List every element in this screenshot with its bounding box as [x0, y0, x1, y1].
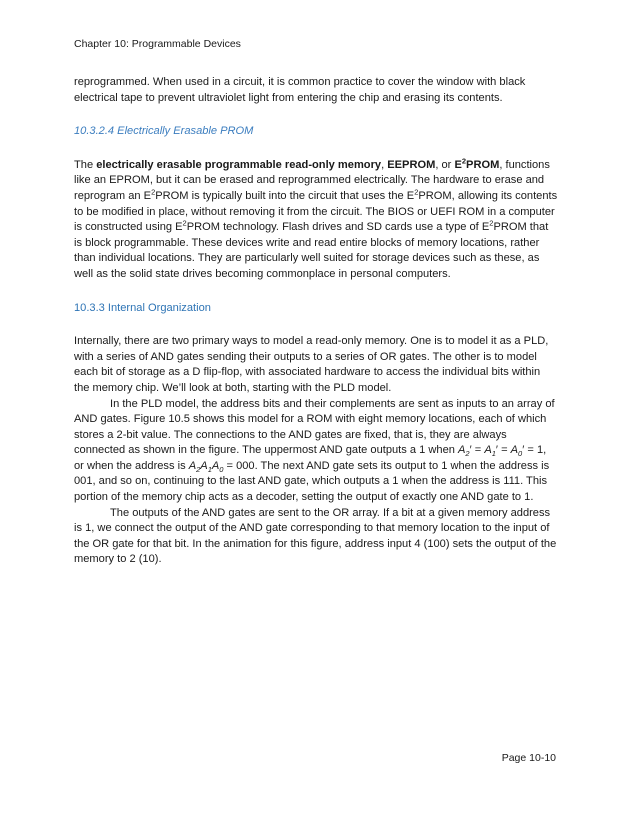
section-heading-internal-organization: 10.3.3 Internal Organization — [74, 301, 211, 314]
section-heading-eeprom: 10.3.2.4 Electrically Erasable PROM — [74, 125, 254, 138]
internal-org-paragraph-1: Internally, there are two primary ways to model a read-only memory. One is to model it as a PLD, with a series of AND gates sending their outputs to a series of OR gates. The other is to model each bit of storage as a D flip-flop, with associated hardware to access the individual bits within the memory chip. We’ll look at both, starting with the PLD model. — [74, 335, 549, 394]
internal-org-paragraph-2: In the PLD model, the address bits and their complements are sent as inputs to an array of AND gates. Figure 10.5 shows this model for a ROM with eight memory locations, each of which stores a 2-bit value. The connections to the AND gates are fixed, that is, they are always connected as shown in the figure. The uppermost AND gate outputs a 1 when $A_2' = A_1' = A_0' = 1$, or when the address is $A_2A_1A_0 = 000$. The next AND gate sets its output to 1 when the address is 001, and so on, continuing to the last AND gate, which outputs a 1 when the address is 111. This portion of the memory chip acts as a decoder, setting the output of exactly one AND gate to 1. — [74, 397, 555, 504]
continuation-paragraph: reprogrammed. When used in a circuit, it is common practice to cover the window with black electrical tape to prevent ultraviolet light from entering the chip and erasing its contents. — [74, 76, 526, 104]
page-number: Page 10-10 — [501, 752, 556, 764]
eeprom-paragraph: The electrically erasable programmable read-only memory, EEPROM, or $E^2PROM$, functions like an EPROM, but it can be erased and reprogrammed electrically. The hardware to erase and reprogram an $E^2PROM$ is typically built into the circuit that uses the $E^2PROM$, allowing its contents to be modified in place, without removing it from the circuit. The BIOS or UEFI ROM in a computer is constructed using $E^2PROM$ technology. Flash drives and SD cards use a type of $E^2PROM$ that is block programmable. These devices write and read entire blocks of memory locations, rather than individual locations. They are particularly well suited for storage devices such as these, as well as the solid state drives becoming commonplace in personal computers. — [74, 156, 558, 280]
running-header: Chapter 10: Programmable Devices — [74, 38, 241, 50]
internal-org-paragraph-3: The outputs of the AND gates are sent to the OR array. If a bit at a given memory address is 1, we connect the output of the AND gate corresponding to that memory location to the input of the OR gate for that bit. In the animation for this figure, address input 4 (100) sets the output of the memory to 2 (10). — [74, 506, 557, 566]
body-text — [74, 75, 558, 568]
